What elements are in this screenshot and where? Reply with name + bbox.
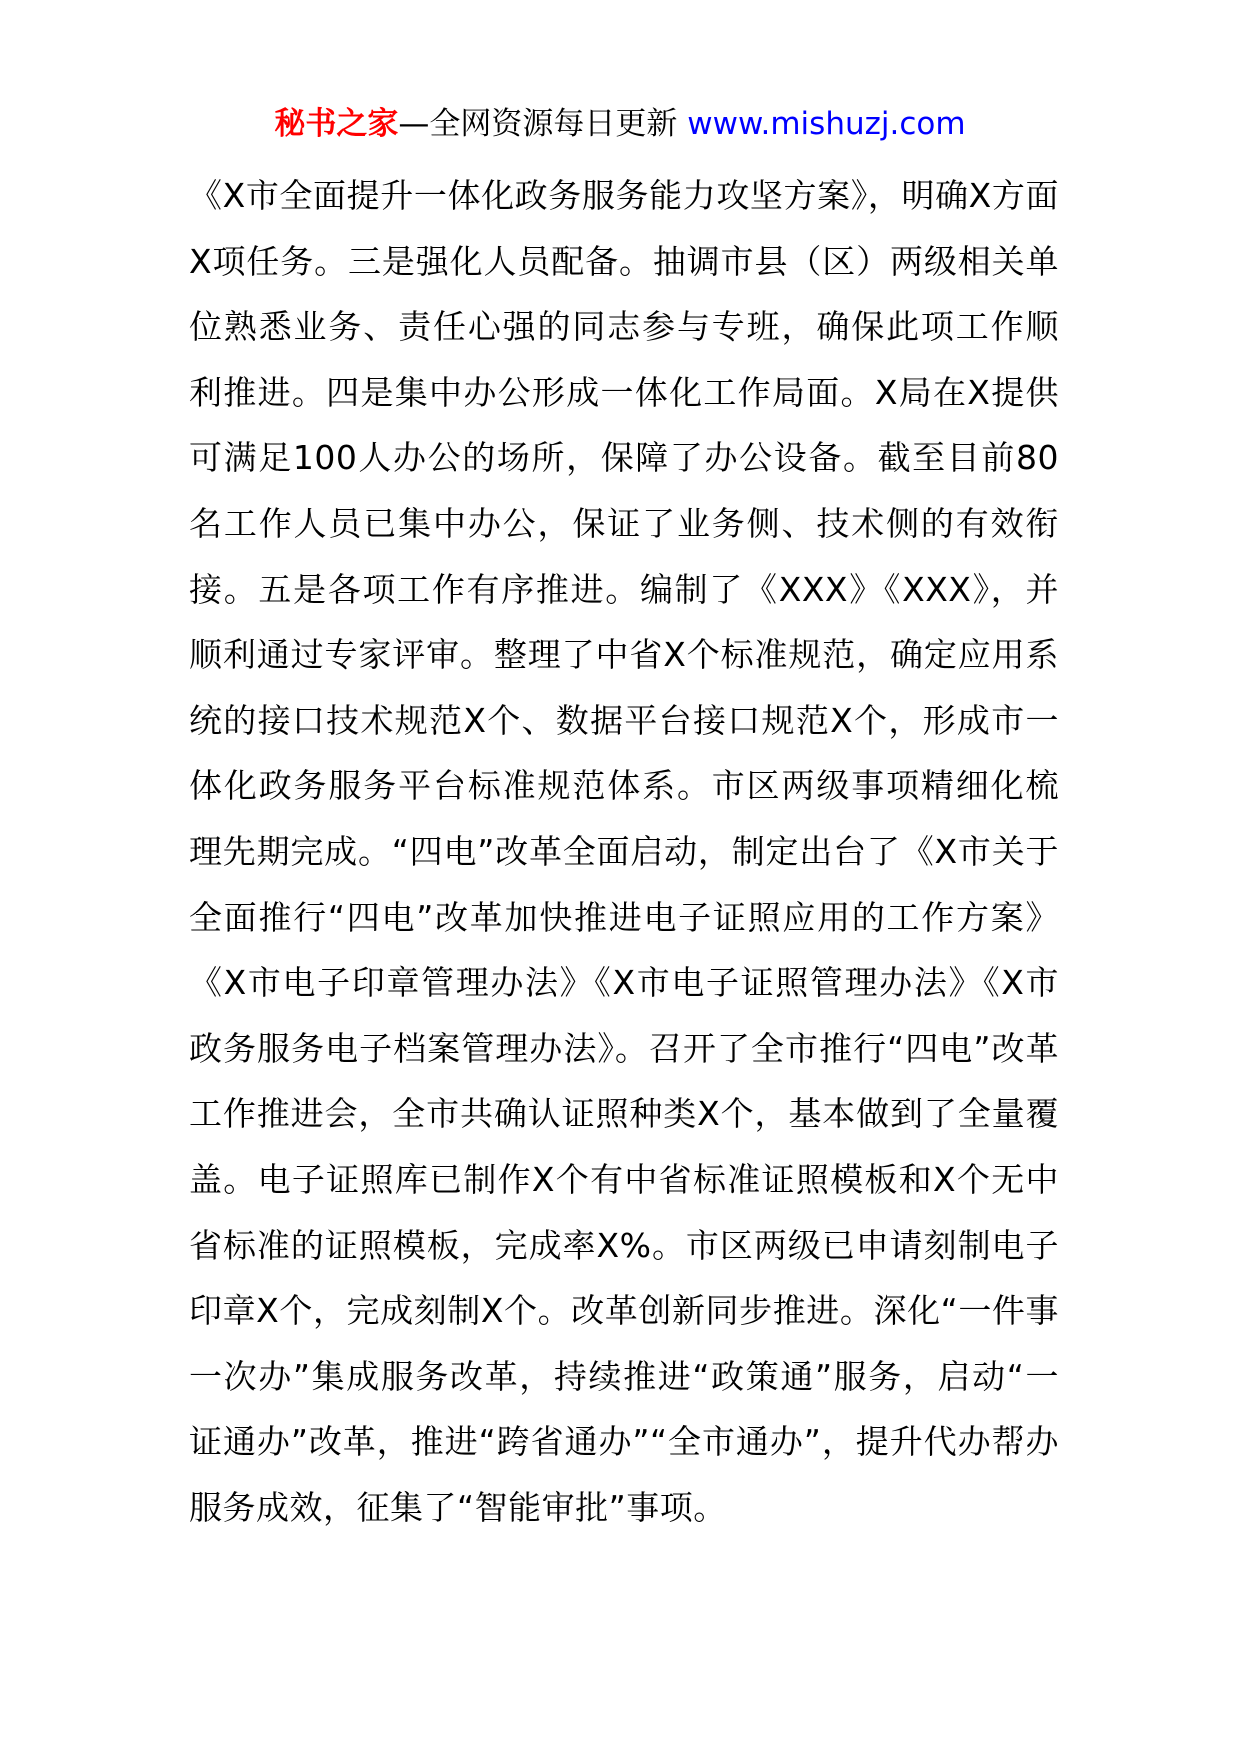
site-tagline: —全网资源每日更新 xyxy=(398,106,688,142)
document-body-paragraph: 《X市全面提升一体化政务服务能力攻坚方案》，明确X方面X项任务。三是强化人员配备。抽调市县（区）两级相关单位熟悉业务、责任心强的同志参与专班，确保此项工作顺利推进。四是集中办公形成一体化工作局面。X局在X提供可满足100人办公的场所，保障了办公设备。截至目前80名工作人员已集中办公，保证了业务侧、技术侧的有效衔接。五是各项工作有序推进。编制了《XXX》《XXX》，并顺利通过专家评审。整理了中省X个标准规范，确定应用系统的接口技术规范X个、数据平台接口规范X个，形成市一体化政务服务平台标准规范体系。市区两级事项精细化梳理先期完成。“四电”改革全面启动，制定出台了《X市关于全面推行“四电”改革加快推进电子证照应用的工作方案》《X市电子印章管理办法》《X市电子证照管理办法》《X市政务服务电子档案管理办法》。召开了全市推行“四电”改革工作推进会，全市共确认证照种类X个，基本做到了全量覆盖。电子证照库已制作X个有中省标准证照模板和X个无中省标准的证照模板，完成率X%。市区两级已申请刻制电子印章X个，完成刻制X个。改革创新同步推进。深化“一件事一次办”集成服务改革，持续推进“政策通”服务，启动“一证通办”改革，推进“跨省通办”“全市通办”，提升代办帮办服务成效，征集了“智能审批”事项。 xyxy=(189,176,1059,1527)
site-url-link[interactable]: www.mishuzj.com xyxy=(687,106,966,142)
site-brand: 秘书之家 xyxy=(274,106,399,142)
site-header xyxy=(0,100,1240,148)
